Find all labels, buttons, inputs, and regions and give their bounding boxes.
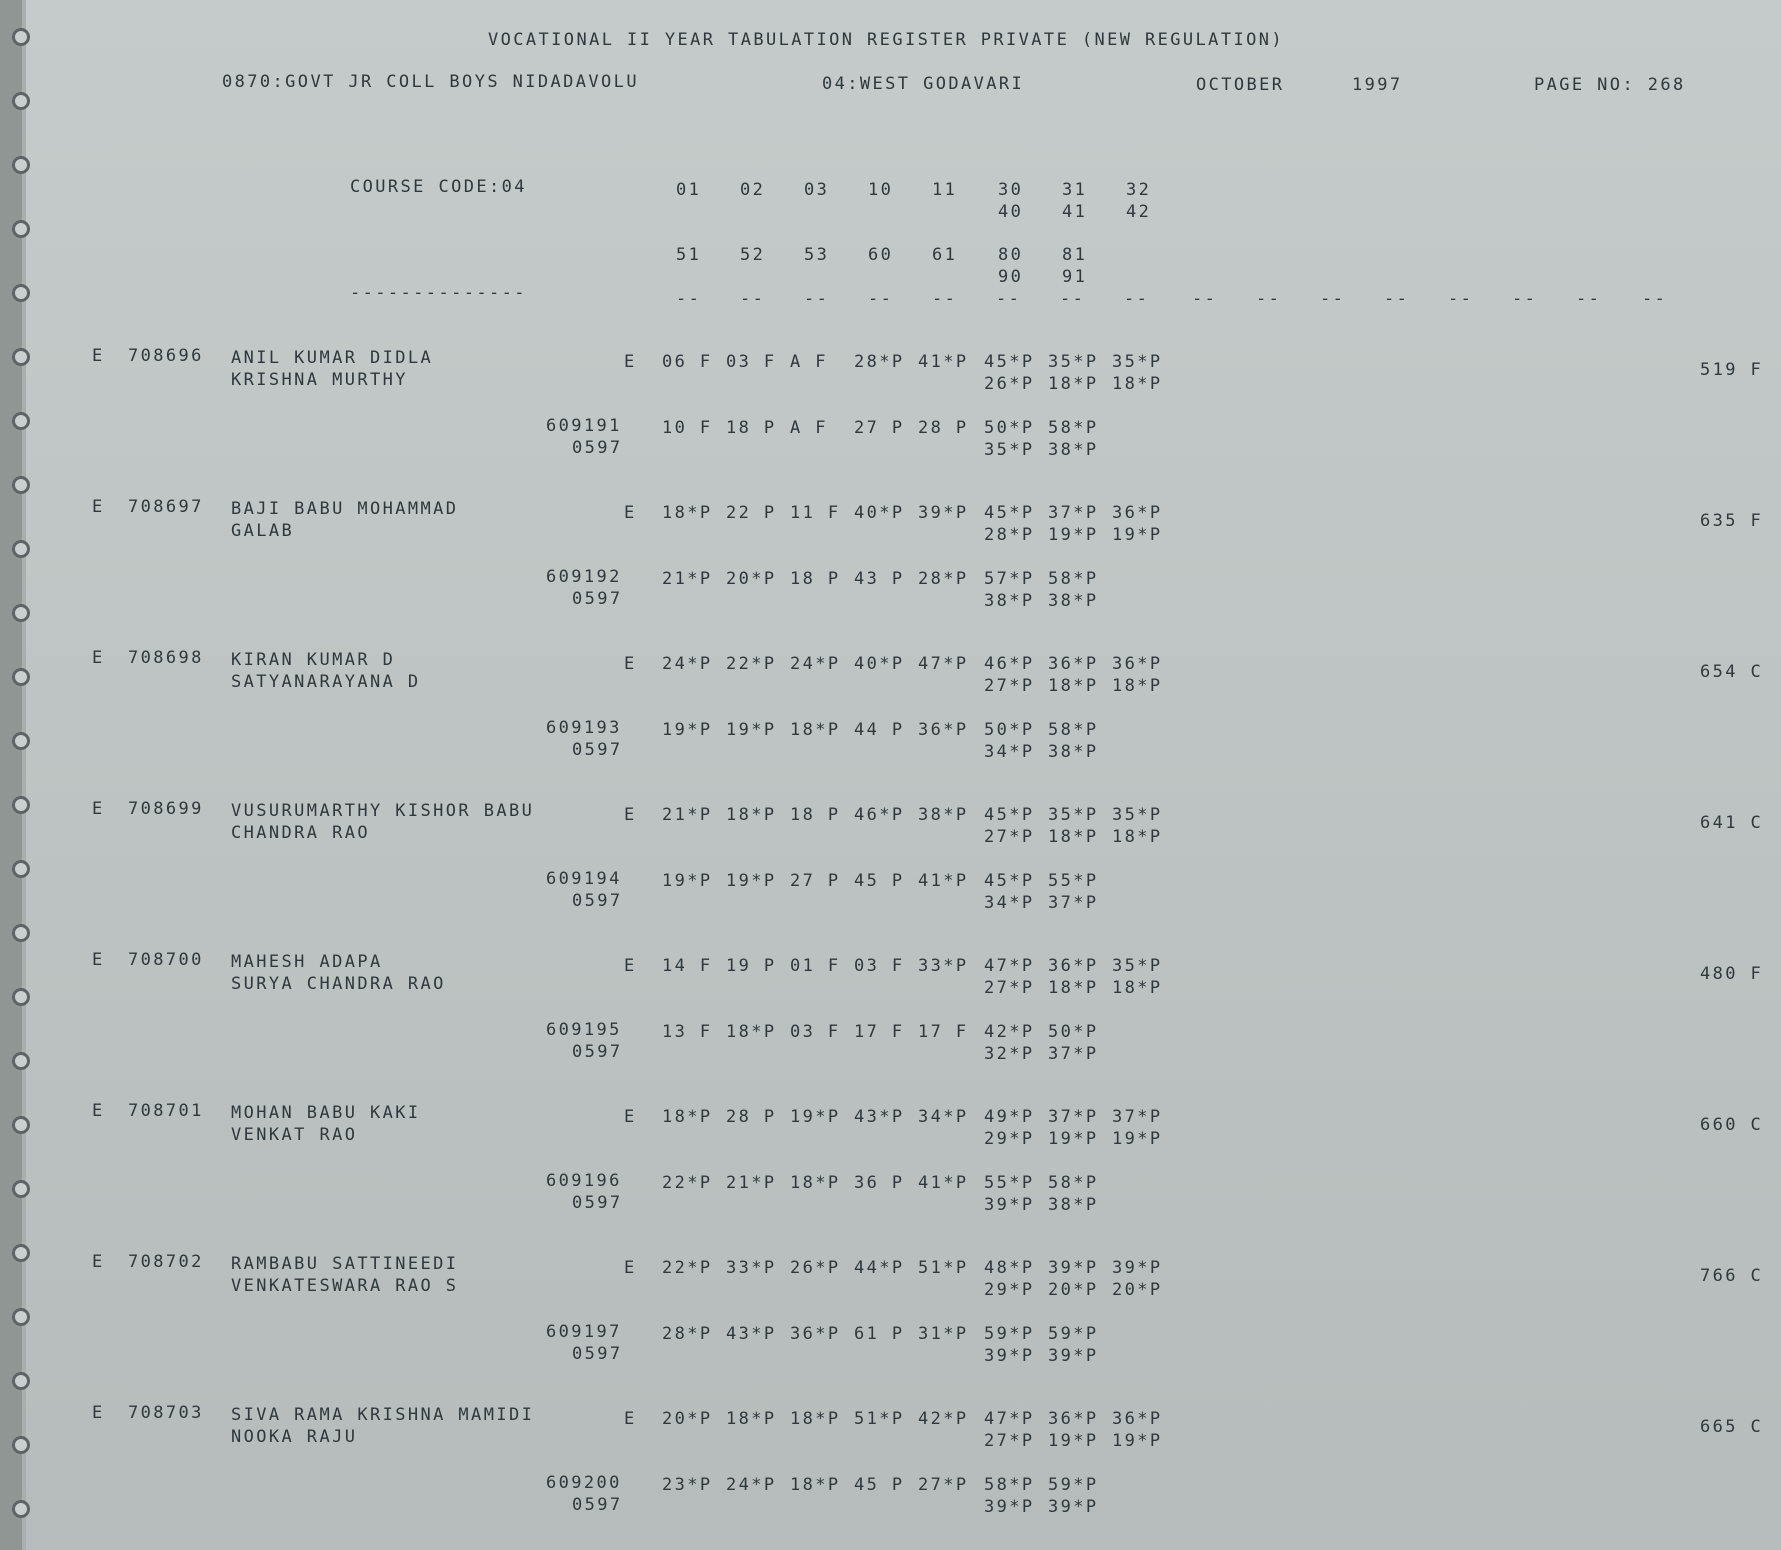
mark-cell: 35*P bbox=[1112, 352, 1163, 372]
mark-cell: 29*P bbox=[984, 1129, 1035, 1149]
mark-cell: 39*P bbox=[1112, 1258, 1163, 1278]
mark-cell: 47*P bbox=[918, 654, 969, 674]
father-name: KRISHNA MURTHY bbox=[231, 370, 408, 390]
roll-number: 708700 bbox=[128, 950, 204, 970]
punch-hole bbox=[12, 412, 30, 430]
mark-cell: 28 P bbox=[918, 418, 969, 438]
mark-cell: 45*P bbox=[984, 871, 1035, 891]
mark-cell: 18 P bbox=[726, 418, 777, 438]
exam-year: 1997 bbox=[1352, 75, 1403, 95]
mark-cell: 19*P bbox=[726, 720, 777, 740]
mark-cell: 39*P bbox=[984, 1497, 1035, 1517]
father-name: SATYANARAYANA D bbox=[231, 672, 421, 692]
mark-cell: 27*P bbox=[984, 676, 1035, 696]
mark-cell: 18*P bbox=[1048, 676, 1099, 696]
punch-hole bbox=[12, 284, 30, 302]
subject-code: 32 bbox=[1126, 180, 1152, 200]
punch-hole bbox=[12, 476, 30, 494]
mark-cell: 10 F bbox=[662, 418, 713, 438]
column-dash: -- bbox=[1320, 289, 1346, 309]
mark-cell: 27*P bbox=[984, 827, 1035, 847]
mark-cell: 35*P bbox=[1048, 352, 1099, 372]
mark-cell: 50*P bbox=[984, 418, 1035, 438]
mark-cell: 35*P bbox=[1048, 805, 1099, 825]
subject-code: 40 bbox=[998, 202, 1024, 222]
father-name: NOOKA RAJU bbox=[231, 1427, 358, 1447]
mark-cell: 24*P bbox=[662, 654, 713, 674]
registration-code: 609194 bbox=[546, 869, 622, 889]
mark-cell: 58*P bbox=[1048, 1173, 1099, 1193]
medium-marker: E bbox=[624, 956, 637, 976]
mark-cell: 37*P bbox=[1048, 1107, 1099, 1127]
exam-date-code: 0597 bbox=[572, 438, 623, 458]
grand-total: 654 C bbox=[1700, 662, 1764, 682]
mark-cell: 18*P bbox=[662, 503, 713, 523]
roll-number: 708699 bbox=[128, 799, 204, 819]
mark-cell: 58*P bbox=[1048, 720, 1099, 740]
mark-cell: 41*P bbox=[918, 352, 969, 372]
mark-cell: 20*P bbox=[1048, 1280, 1099, 1300]
mark-cell: 38*P bbox=[1048, 1195, 1099, 1215]
registration-code: 609195 bbox=[546, 1020, 622, 1040]
mark-cell: 23*P bbox=[662, 1475, 713, 1495]
mark-cell: 34*P bbox=[984, 893, 1035, 913]
mark-cell: 61 P bbox=[854, 1324, 905, 1344]
punch-hole bbox=[12, 28, 30, 46]
mark-cell: 18*P bbox=[726, 805, 777, 825]
mark-cell: 55*P bbox=[984, 1173, 1035, 1193]
mark-cell: 59*P bbox=[1048, 1475, 1099, 1495]
exam-date-code: 0597 bbox=[572, 1193, 623, 1213]
subject-code: 81 bbox=[1062, 245, 1088, 265]
mark-cell: 19*P bbox=[662, 720, 713, 740]
medium-marker: E bbox=[624, 503, 637, 523]
mark-cell: 03 F bbox=[790, 1022, 841, 1042]
student-name: SIVA RAMA KRISHNA MAMIDI bbox=[231, 1405, 535, 1425]
exam-date-code: 0597 bbox=[572, 1344, 623, 1364]
exam-flag: E bbox=[92, 1101, 105, 1121]
roll-number: 708701 bbox=[128, 1101, 204, 1121]
mark-cell: 39*P bbox=[984, 1346, 1035, 1366]
exam-month: OCTOBER bbox=[1196, 75, 1285, 95]
college-name: 0870:GOVT JR COLL BOYS NIDADAVOLU bbox=[222, 72, 639, 92]
mark-cell: 06 F bbox=[662, 352, 713, 372]
mark-cell: 44 P bbox=[854, 720, 905, 740]
mark-cell: 39*P bbox=[1048, 1346, 1099, 1366]
column-dash: -- bbox=[1384, 289, 1410, 309]
grand-total: 641 C bbox=[1700, 813, 1764, 833]
district-name: 04:WEST GODAVARI bbox=[822, 74, 1025, 94]
column-dash: -- bbox=[676, 289, 702, 309]
mark-cell: 33*P bbox=[726, 1258, 777, 1278]
subject-code: 30 bbox=[998, 180, 1024, 200]
mark-cell: 48*P bbox=[984, 1258, 1035, 1278]
mark-cell: 19*P bbox=[1048, 1129, 1099, 1149]
subject-code: 03 bbox=[804, 180, 830, 200]
mark-cell: 36 P bbox=[854, 1173, 905, 1193]
mark-cell: 27*P bbox=[984, 978, 1035, 998]
grand-total: 665 C bbox=[1700, 1417, 1764, 1437]
column-dash: -- bbox=[996, 289, 1022, 309]
medium-marker: E bbox=[624, 352, 637, 372]
mark-cell: 34*P bbox=[918, 1107, 969, 1127]
mark-cell: 38*P bbox=[1048, 591, 1099, 611]
mark-cell: 45 P bbox=[854, 1475, 905, 1495]
subject-code: 42 bbox=[1126, 202, 1152, 222]
mark-cell: 18*P bbox=[1112, 374, 1163, 394]
exam-date-code: 0597 bbox=[572, 740, 623, 760]
mark-cell: 31*P bbox=[918, 1324, 969, 1344]
mark-cell: 36*P bbox=[1048, 956, 1099, 976]
mark-cell: 13 F bbox=[662, 1022, 713, 1042]
mark-cell: 03 F bbox=[854, 956, 905, 976]
mark-cell: 40*P bbox=[854, 654, 905, 674]
mark-cell: 20*P bbox=[1112, 1280, 1163, 1300]
mark-cell: 18 P bbox=[790, 569, 841, 589]
mark-cell: 37*P bbox=[1048, 503, 1099, 523]
mark-cell: 41*P bbox=[918, 1173, 969, 1193]
mark-cell: 11 F bbox=[790, 503, 841, 523]
grand-total: 480 F bbox=[1700, 964, 1764, 984]
mark-cell: 47*P bbox=[984, 1409, 1035, 1429]
medium-marker: E bbox=[624, 1107, 637, 1127]
mark-cell: 36*P bbox=[1048, 654, 1099, 674]
mark-cell: 18*P bbox=[790, 1173, 841, 1193]
father-name: CHANDRA RAO bbox=[231, 823, 370, 843]
mark-cell: 20*P bbox=[662, 1409, 713, 1429]
mark-cell: 18*P bbox=[662, 1107, 713, 1127]
student-name: BAJI BABU MOHAMMAD bbox=[231, 499, 459, 519]
punch-hole bbox=[12, 604, 30, 622]
mark-cell: 36*P bbox=[1112, 1409, 1163, 1429]
mark-cell: 18*P bbox=[1048, 978, 1099, 998]
mark-cell: 38*P bbox=[984, 591, 1035, 611]
column-dash: -- bbox=[1512, 289, 1538, 309]
subject-code: 02 bbox=[740, 180, 766, 200]
mark-cell: 18*P bbox=[790, 1409, 841, 1429]
mark-cell: 26*P bbox=[790, 1258, 841, 1278]
mark-cell: 40*P bbox=[854, 503, 905, 523]
mark-cell: 44*P bbox=[854, 1258, 905, 1278]
registration-code: 609193 bbox=[546, 718, 622, 738]
mark-cell: 39*P bbox=[1048, 1497, 1099, 1517]
subject-code: 31 bbox=[1062, 180, 1088, 200]
roll-number: 708703 bbox=[128, 1403, 204, 1423]
punch-hole bbox=[12, 1500, 30, 1518]
mark-cell: 24*P bbox=[790, 654, 841, 674]
roll-number: 708696 bbox=[128, 346, 204, 366]
mark-cell: 50*P bbox=[1048, 1022, 1099, 1042]
exam-flag: E bbox=[92, 497, 105, 517]
mark-cell: 27*P bbox=[918, 1475, 969, 1495]
mark-cell: 22 P bbox=[726, 503, 777, 523]
mark-cell: 03 F bbox=[726, 352, 777, 372]
roll-number: 708698 bbox=[128, 648, 204, 668]
punch-hole bbox=[12, 1052, 30, 1070]
mark-cell: 32*P bbox=[984, 1044, 1035, 1064]
medium-marker: E bbox=[624, 654, 637, 674]
mark-cell: 19*P bbox=[1112, 1129, 1163, 1149]
mark-cell: A F bbox=[790, 352, 828, 372]
mark-cell: 49*P bbox=[984, 1107, 1035, 1127]
mark-cell: 22*P bbox=[662, 1173, 713, 1193]
subject-code: 52 bbox=[740, 245, 766, 265]
mark-cell: 19*P bbox=[1048, 1431, 1099, 1451]
mark-cell: 18*P bbox=[726, 1409, 777, 1429]
mark-cell: A F bbox=[790, 418, 828, 438]
medium-marker: E bbox=[624, 1258, 637, 1278]
mark-cell: 38*P bbox=[918, 805, 969, 825]
mark-cell: 18*P bbox=[726, 1022, 777, 1042]
mark-cell: 43 P bbox=[854, 569, 905, 589]
register-title: VOCATIONAL II YEAR TABULATION REGISTER PRIVATE (NEW REGULATION) bbox=[488, 30, 1284, 50]
column-dash: -- bbox=[868, 289, 894, 309]
subject-code: 11 bbox=[932, 180, 958, 200]
punch-hole bbox=[12, 796, 30, 814]
mark-cell: 27 P bbox=[790, 871, 841, 891]
exam-flag: E bbox=[92, 1403, 105, 1423]
medium-marker: E bbox=[624, 805, 637, 825]
mark-cell: 18*P bbox=[1048, 827, 1099, 847]
grand-total: 519 F bbox=[1700, 360, 1764, 380]
page-number: PAGE NO: 268 bbox=[1534, 75, 1686, 95]
punch-hole bbox=[12, 1308, 30, 1326]
mark-cell: 58*P bbox=[1048, 418, 1099, 438]
mark-cell: 18*P bbox=[1048, 374, 1099, 394]
subject-code: 60 bbox=[868, 245, 894, 265]
mark-cell: 59*P bbox=[984, 1324, 1035, 1344]
subject-code: 01 bbox=[676, 180, 702, 200]
exam-date-code: 0597 bbox=[572, 1042, 623, 1062]
grand-total: 766 C bbox=[1700, 1266, 1764, 1286]
mark-cell: 45*P bbox=[984, 805, 1035, 825]
exam-flag: E bbox=[92, 648, 105, 668]
student-name: RAMBABU SATTINEEDI bbox=[231, 1254, 459, 1274]
roll-number: 708697 bbox=[128, 497, 204, 517]
exam-flag: E bbox=[92, 1252, 105, 1272]
mark-cell: 19*P bbox=[1048, 525, 1099, 545]
column-dash: -- bbox=[740, 289, 766, 309]
subject-code: 10 bbox=[868, 180, 894, 200]
punch-hole bbox=[12, 1116, 30, 1134]
registration-code: 609197 bbox=[546, 1322, 622, 1342]
mark-cell: 47*P bbox=[984, 956, 1035, 976]
mark-cell: 01 F bbox=[790, 956, 841, 976]
punch-hole bbox=[12, 220, 30, 238]
mark-cell: 57*P bbox=[984, 569, 1035, 589]
mark-cell: 18*P bbox=[790, 1475, 841, 1495]
subject-code: 90 bbox=[998, 267, 1024, 287]
header-rule: -------------- bbox=[350, 283, 527, 303]
mark-cell: 39*P bbox=[918, 503, 969, 523]
mark-cell: 38*P bbox=[1048, 440, 1099, 460]
mark-cell: 37*P bbox=[1112, 1107, 1163, 1127]
registration-code: 609196 bbox=[546, 1171, 622, 1191]
mark-cell: 28*P bbox=[662, 1324, 713, 1344]
roll-number: 708702 bbox=[128, 1252, 204, 1272]
punch-hole bbox=[12, 1372, 30, 1390]
mark-cell: 21*P bbox=[662, 569, 713, 589]
mark-cell: 17 F bbox=[918, 1022, 969, 1042]
mark-cell: 22*P bbox=[662, 1258, 713, 1278]
mark-cell: 46*P bbox=[854, 805, 905, 825]
column-dash: -- bbox=[1576, 289, 1602, 309]
student-name: ANIL KUMAR DIDLA bbox=[231, 348, 434, 368]
mark-cell: 42*P bbox=[984, 1022, 1035, 1042]
mark-cell: 59*P bbox=[1048, 1324, 1099, 1344]
grand-total: 660 C bbox=[1700, 1115, 1764, 1135]
mark-cell: 45*P bbox=[984, 352, 1035, 372]
mark-cell: 28 P bbox=[726, 1107, 777, 1127]
registration-code: 609192 bbox=[546, 567, 622, 587]
mark-cell: 58*P bbox=[1048, 569, 1099, 589]
punch-hole bbox=[12, 1180, 30, 1198]
punch-hole bbox=[12, 1244, 30, 1262]
mark-cell: 35*P bbox=[1112, 956, 1163, 976]
mark-cell: 28*P bbox=[984, 525, 1035, 545]
mark-cell: 36*P bbox=[1112, 503, 1163, 523]
mark-cell: 46*P bbox=[984, 654, 1035, 674]
mark-cell: 45*P bbox=[984, 503, 1035, 523]
mark-cell: 42*P bbox=[918, 1409, 969, 1429]
mark-cell: 18*P bbox=[1112, 676, 1163, 696]
punch-hole bbox=[12, 540, 30, 558]
mark-cell: 39*P bbox=[1048, 1258, 1099, 1278]
punch-hole bbox=[12, 668, 30, 686]
mark-cell: 18*P bbox=[1112, 978, 1163, 998]
mark-cell: 33*P bbox=[918, 956, 969, 976]
student-name: VUSURUMARTHY KISHOR BABU bbox=[231, 801, 535, 821]
exam-date-code: 0597 bbox=[572, 589, 623, 609]
mark-cell: 20*P bbox=[726, 569, 777, 589]
mark-cell: 43*P bbox=[726, 1324, 777, 1344]
subject-code: 91 bbox=[1062, 267, 1088, 287]
mark-cell: 29*P bbox=[984, 1280, 1035, 1300]
registration-code: 609200 bbox=[546, 1473, 622, 1493]
mark-cell: 34*P bbox=[984, 742, 1035, 762]
mark-cell: 19*P bbox=[790, 1107, 841, 1127]
mark-cell: 18 P bbox=[790, 805, 841, 825]
subject-code: 41 bbox=[1062, 202, 1088, 222]
mark-cell: 51*P bbox=[854, 1409, 905, 1429]
punch-hole bbox=[12, 348, 30, 366]
punch-hole bbox=[12, 1436, 30, 1454]
mark-cell: 21*P bbox=[662, 805, 713, 825]
father-name: GALAB bbox=[231, 521, 295, 541]
exam-flag: E bbox=[92, 799, 105, 819]
exam-flag: E bbox=[92, 346, 105, 366]
mark-cell: 26*P bbox=[984, 374, 1035, 394]
punch-hole bbox=[12, 156, 30, 174]
subject-code: 80 bbox=[998, 245, 1024, 265]
mark-cell: 58*P bbox=[984, 1475, 1035, 1495]
mark-cell: 38*P bbox=[1048, 742, 1099, 762]
mark-cell: 18*P bbox=[790, 720, 841, 740]
mark-cell: 17 F bbox=[854, 1022, 905, 1042]
column-dash: -- bbox=[1256, 289, 1282, 309]
column-dash: -- bbox=[1448, 289, 1474, 309]
mark-cell: 27*P bbox=[984, 1431, 1035, 1451]
column-dash: -- bbox=[1192, 289, 1218, 309]
mark-cell: 35*P bbox=[984, 440, 1035, 460]
exam-flag: E bbox=[92, 950, 105, 970]
mark-cell: 19*P bbox=[662, 871, 713, 891]
mark-cell: 19*P bbox=[1112, 1431, 1163, 1451]
student-name: KIRAN KUMAR D bbox=[231, 650, 396, 670]
punch-hole bbox=[12, 732, 30, 750]
mark-cell: 37*P bbox=[1048, 893, 1099, 913]
punch-hole bbox=[12, 860, 30, 878]
father-name: VENKAT RAO bbox=[231, 1125, 358, 1145]
mark-cell: 18*P bbox=[1112, 827, 1163, 847]
punch-hole bbox=[12, 924, 30, 942]
mark-cell: 22*P bbox=[726, 654, 777, 674]
mark-cell: 36*P bbox=[918, 720, 969, 740]
registration-code: 609191 bbox=[546, 416, 622, 436]
punch-hole bbox=[12, 988, 30, 1006]
mark-cell: 55*P bbox=[1048, 871, 1099, 891]
mark-cell: 45 P bbox=[854, 871, 905, 891]
course-code-label: COURSE CODE:04 bbox=[350, 177, 527, 197]
mark-cell: 41*P bbox=[918, 871, 969, 891]
subject-code: 61 bbox=[932, 245, 958, 265]
column-dash: -- bbox=[1060, 289, 1086, 309]
exam-date-code: 0597 bbox=[572, 1495, 623, 1515]
student-name: MAHESH ADAPA bbox=[231, 952, 383, 972]
mark-cell: 27 P bbox=[854, 418, 905, 438]
mark-cell: 39*P bbox=[984, 1195, 1035, 1215]
mark-cell: 28*P bbox=[854, 352, 905, 372]
column-dash: -- bbox=[932, 289, 958, 309]
mark-cell: 14 F bbox=[662, 956, 713, 976]
mark-cell: 50*P bbox=[984, 720, 1035, 740]
exam-date-code: 0597 bbox=[572, 891, 623, 911]
medium-marker: E bbox=[624, 1409, 637, 1429]
mark-cell: 37*P bbox=[1048, 1044, 1099, 1064]
mark-cell: 43*P bbox=[854, 1107, 905, 1127]
mark-cell: 35*P bbox=[1112, 805, 1163, 825]
punch-hole bbox=[12, 92, 30, 110]
column-dash: -- bbox=[1124, 289, 1150, 309]
father-name: SURYA CHANDRA RAO bbox=[231, 974, 446, 994]
mark-cell: 19*P bbox=[726, 871, 777, 891]
column-dash: -- bbox=[804, 289, 830, 309]
mark-cell: 36*P bbox=[1048, 1409, 1099, 1429]
father-name: VENKATESWARA RAO S bbox=[231, 1276, 459, 1296]
mark-cell: 36*P bbox=[1112, 654, 1163, 674]
mark-cell: 36*P bbox=[790, 1324, 841, 1344]
mark-cell: 19*P bbox=[1112, 525, 1163, 545]
mark-cell: 51*P bbox=[918, 1258, 969, 1278]
subject-code: 53 bbox=[804, 245, 830, 265]
grand-total: 635 F bbox=[1700, 511, 1764, 531]
column-dash: -- bbox=[1642, 289, 1668, 309]
subject-code: 51 bbox=[676, 245, 702, 265]
mark-cell: 28*P bbox=[918, 569, 969, 589]
student-name: MOHAN BABU KAKI bbox=[231, 1103, 421, 1123]
mark-cell: 19 P bbox=[726, 956, 777, 976]
mark-cell: 21*P bbox=[726, 1173, 777, 1193]
mark-cell: 24*P bbox=[726, 1475, 777, 1495]
